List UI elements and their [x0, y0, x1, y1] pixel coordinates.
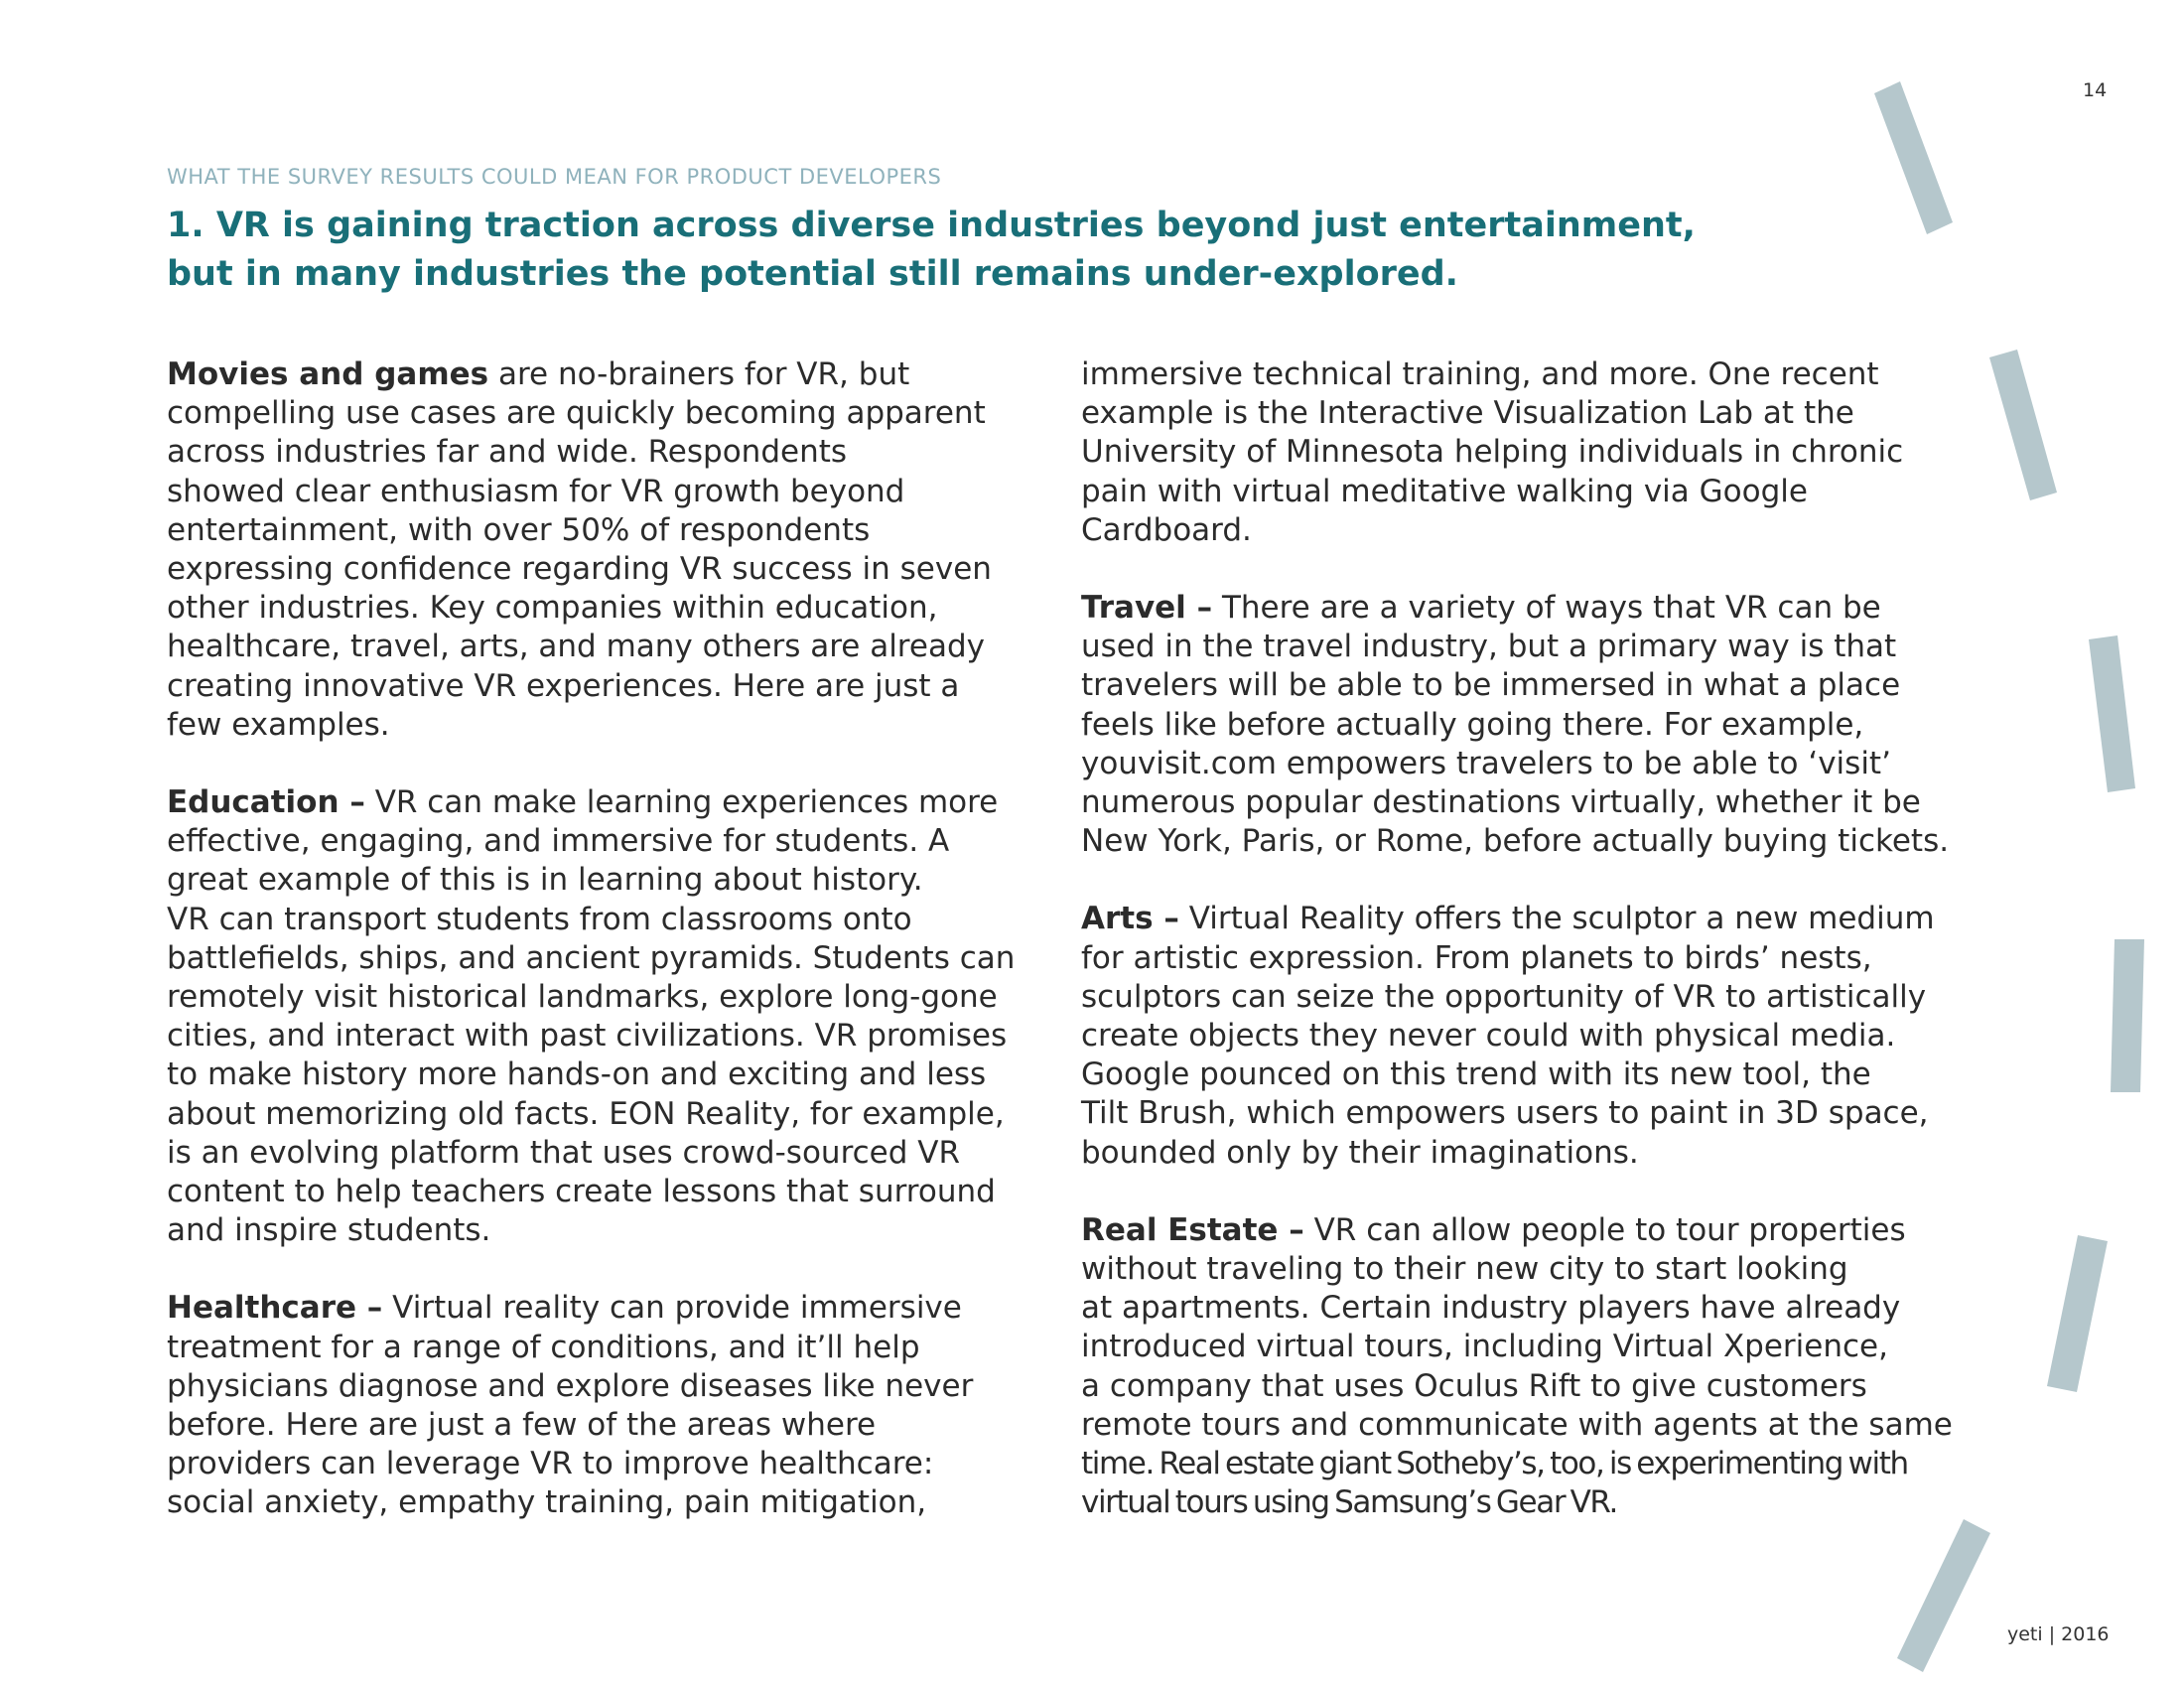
dash-segment [2111, 939, 2144, 1092]
intro-line-0: Movies and games are no-brainers for VR, but [167, 356, 910, 392]
arts-line: sculptors can seize the opportunity of VR to artistically [1081, 978, 1927, 1015]
intro-line: other industries. Key companies within education, [167, 590, 938, 627]
healthcare-cont-line: Cardboard. [1081, 511, 1252, 548]
healthcare-cont-line: immersive technical training, and more. One recent [1081, 356, 1879, 392]
dash-segment [2089, 635, 2135, 792]
healthcare-cont-line: pain with virtual meditative walking via Google [1081, 473, 1808, 509]
real-estate-line: virtual tours using Samsung’s Gear VR. [1081, 1484, 1617, 1521]
travel-line: New York, Paris, or Rome, before actually buying tickets. [1081, 823, 1950, 860]
real-estate-line: time. Real estate giant Sotheby’s, too, is experimenting with [1081, 1446, 1908, 1482]
travel-line: feels like before actually going there. For example, [1081, 706, 1864, 743]
intro-line: across industries far and wide. Respondents [167, 434, 848, 471]
real-estate-line: introduced virtual tours, including Virtual Xperience, [1081, 1329, 1888, 1365]
travel-line: youvisit.com empowers travelers to be able to ‘visit’ [1081, 745, 1891, 781]
footer-brand-year: yeti | 2016 [2007, 1623, 2110, 1645]
arts-lead: Arts – [1081, 901, 1179, 937]
right-column [1081, 355, 1975, 1522]
healthcare-continued-paragraph [1081, 355, 1975, 550]
intro-lead: Movies and games [167, 356, 489, 392]
healthcare-line: providers can leverage VR to improve healthcare: [167, 1446, 934, 1482]
travel-paragraph [1081, 589, 1975, 861]
arts-line: bounded only by their imaginations. [1081, 1134, 1639, 1171]
education-paragraph [167, 783, 1060, 1250]
education-line-0: Education – VR can make learning experiences more [167, 784, 999, 821]
healthcare-line: treatment for a range of conditions, and it’ll help [167, 1329, 920, 1365]
healthcare-cont-line: example is the Interactive Visualization Lab at the [1081, 395, 1854, 432]
arts-line: Google pounced on this trend with its new tool, the [1081, 1056, 1871, 1093]
intro-line: expressing confidence regarding VR success in seven [167, 551, 992, 588]
intro-line: few examples. [167, 706, 390, 743]
real-estate-line: remote tours and communicate with agents at the same [1081, 1406, 1953, 1443]
intro-line: healthcare, travel, arts, and many others are already [167, 629, 985, 665]
travel-lead: Travel – [1081, 590, 1213, 627]
intro-line: creating innovative VR experiences. Here are just a [167, 667, 960, 704]
dash-segment [1874, 81, 1953, 234]
education-line: content to help teachers create lessons that surround [167, 1174, 996, 1210]
arts-line: Tilt Brush, which empowers users to paint in 3D space, [1081, 1095, 1929, 1132]
intro-line: compelling use cases are quickly becoming apparent [167, 395, 986, 432]
real-estate-lead: Real Estate – [1081, 1211, 1304, 1248]
healthcare-lead: Healthcare – [167, 1290, 383, 1327]
intro-line: entertainment, with over 50% of respondents [167, 511, 871, 548]
education-line: cities, and interact with past civilizations. VR promises [167, 1018, 1008, 1055]
intro-line: showed clear enthusiasm for VR growth beyond [167, 473, 905, 509]
travel-line: used in the travel industry, but a primary way is that [1081, 629, 1897, 665]
headline-line-2: but in many industries the potential still remains under-explored. [167, 254, 1458, 294]
education-line: battlefields, ships, and ancient pyramids. Students can [167, 939, 1016, 976]
real-estate-line: without traveling to their new city to start looking [1081, 1251, 1848, 1288]
left-column [167, 355, 1060, 1523]
real-estate-line: a company that uses Oculus Rift to give customers [1081, 1367, 1867, 1404]
arts-paragraph [1081, 900, 1975, 1172]
education-line: and inspire students. [167, 1212, 491, 1249]
page-headline [167, 202, 1696, 299]
real-estate-paragraph [1081, 1211, 1975, 1523]
intro-paragraph [167, 355, 1060, 745]
arts-line-0: Arts – Virtual Reality offers the sculptor a new medium [1081, 901, 1935, 937]
dash-segment [2047, 1235, 2108, 1392]
education-line: remotely visit historical landmarks, explore long-gone [167, 979, 998, 1016]
education-lead: Education – [167, 784, 365, 821]
arts-line: for artistic expression. From planets to birds’ nests, [1081, 939, 1872, 976]
travel-line: numerous popular destinations virtually, whether it be [1081, 784, 1921, 821]
travel-line-0: Travel – There are a variety of ways that VR can be [1081, 590, 1881, 627]
healthcare-line-0: Healthcare – Virtual reality can provide immersive [167, 1290, 962, 1327]
healthcare-line: social anxiety, empathy training, pain mitigation, [167, 1484, 927, 1521]
real-estate-line: at apartments. Certain industry players have already [1081, 1290, 1901, 1327]
dash-segment [1897, 1519, 1990, 1672]
education-line: about memorizing old facts. EON Reality, for example, [167, 1095, 1005, 1132]
healthcare-line: before. Here are just a few of the areas where [167, 1407, 877, 1444]
section-kicker: WHAT THE SURVEY RESULTS COULD MEAN FOR PRODUCT DEVELOPERS [167, 165, 942, 189]
healthcare-cont-line: University of Minnesota helping individuals in chronic [1081, 434, 1904, 471]
headline-line-1: 1. VR is gaining traction across diverse industries beyond just entertainment, [167, 206, 1696, 245]
education-line: effective, engaging, and immersive for students. A [167, 823, 950, 860]
healthcare-line: physicians diagnose and explore diseases like never [167, 1367, 974, 1404]
real-estate-line-0: Real Estate – VR can allow people to tour properties [1081, 1211, 1906, 1248]
travel-line: travelers will be able to be immersed in what a place [1081, 667, 1901, 704]
education-line: to make history more hands-on and exciting and less [167, 1056, 987, 1093]
education-line: is an evolving platform that uses crowd-sourced VR [167, 1134, 961, 1171]
dash-segment [1989, 350, 2057, 500]
education-line: VR can transport students from classrooms onto [167, 901, 912, 937]
healthcare-paragraph [167, 1289, 1060, 1522]
education-line: great example of this is in learning about history. [167, 862, 923, 899]
page-number: 14 [2083, 79, 2108, 101]
arts-line: create objects they never could with physical media. [1081, 1018, 1896, 1055]
